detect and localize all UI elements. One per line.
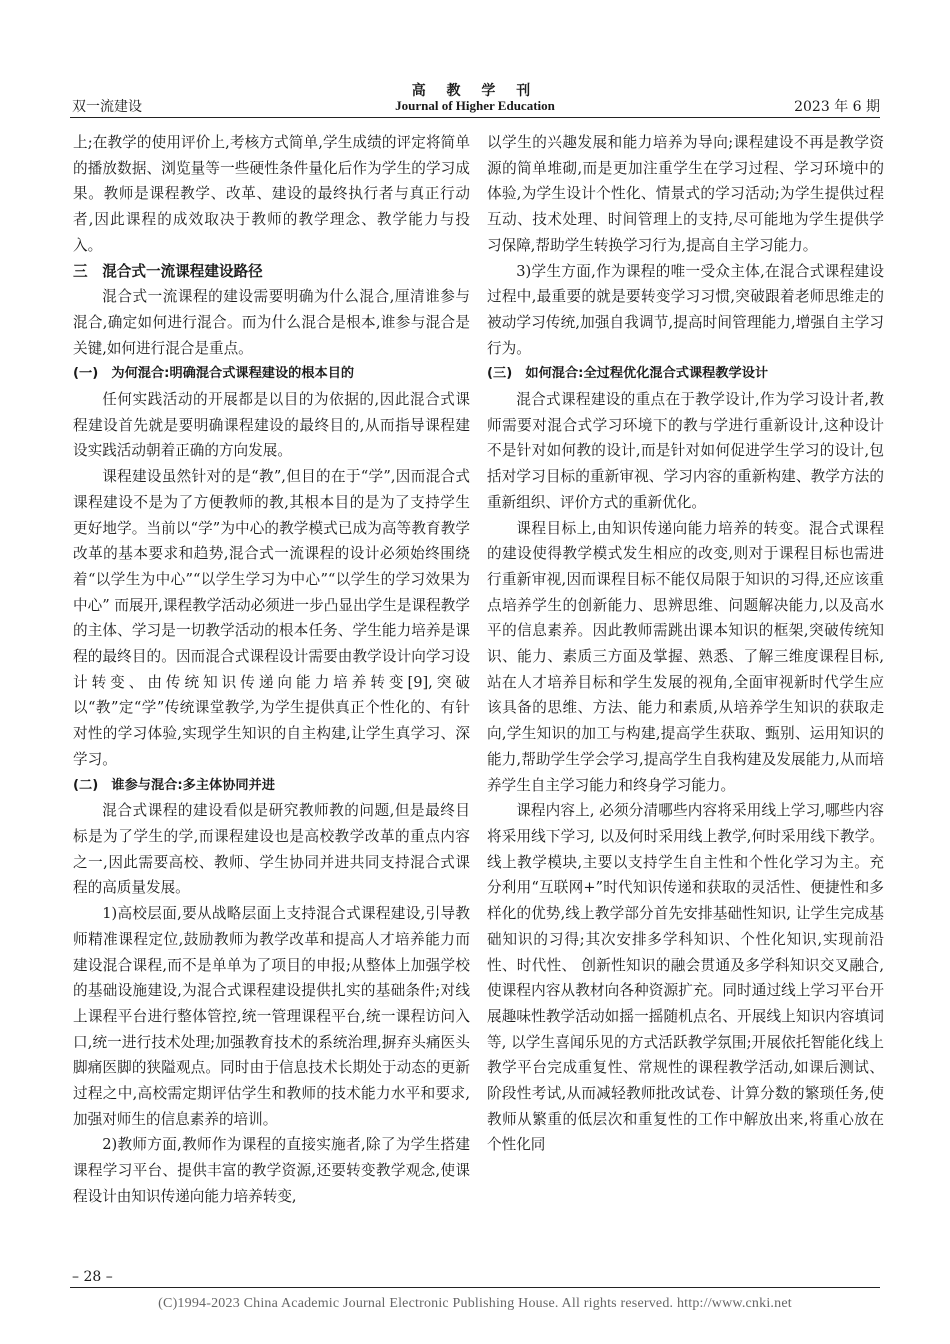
paragraph: 课程建设虽然针对的是“教”,但目的在于“学”,因而混合式课程建设不是为了方便教师的教,其根本目的是为了支持学生更好地学。当前以“学”为中心的教学模式已成为高等教育教学改革的基本要求和趋势,混合式一流课程的设计必须始终围绕着“以学生为中心”“以学生学习为中心”“以学生的学习效果为中心” 而展开,课程教学活动必须进一步凸显出学生是课程教学的主体、学习是一切教学活动的根本任务、学生能力培养是课程的最终目的。因而混合式课程设计需要由教学设计向学习设计转变、由传统知识传递向能力培养转变[9],突破以“教”定“学”传统课堂教学,为学生提供真正个性化的、有针对性的学习体验,实现学生知识的自主构建,让学生真学习、深学习。	[73, 468, 470, 768]
journal-title-en: Journal of Higher Education	[395, 98, 555, 113]
paragraph: 课程目标上,由知识传递向能力培养的转变。混合式课程的建设使得教学模式发生相应的改变,则对于课程目标也需进行重新审视,因而课程目标不能仅局限于知识的习得,还应该重点培养学生的创新能力、思辨思维、问题解决能力,以及高水平的信息素养。因此教师需跳出课本知识的框架,突破传统知识、能力、素质三方面及掌握、熟悉、了解三维度课程目标,站在人才培养目标和学生发展的视角,全面审视新时代学生应该具备的思维、方法、能力和素质,从培养学生知识的获取走向,学生知识的加工与构建,提高学生获取、甄别、运用知识的能力,帮助学生学会学习,提高学生自我构建及发展能力,从而培养学生自主学习能力和终身学习能力。	[487, 519, 884, 794]
paragraph: 上;在教学的使用评价上,考核方式简单,学生成绩的评定将简单的播放数据、浏览量等一些硬性条件量化后作为学生的学习成果。教师是课程教学、改革、建设的最终执行者与真正行动者,因此课程的成效取决于教师的教学理念、教学能力与投入。	[73, 134, 470, 254]
subsection-heading: (二) 谁参与混合:多主体协同并进	[73, 777, 275, 793]
paragraph: 混合式一流课程的建设需要明确为什么混合,厘清谁参与混合,确定如何进行混合。而为什么混合是根本,谁参与混合是关键,如何进行混合是重点。	[73, 288, 470, 357]
issue-label: 2023 年 6 期	[794, 99, 880, 115]
footer-rule	[70, 1287, 880, 1288]
paragraph: 任何实践活动的开展都是以目的为依据的,因此混合式课程建设首先就是要明确课程建设的最终目的,从而指导课程建设实践活动朝着正确的方向发展。	[73, 391, 470, 460]
journal-title-cn: 高 教 学 刊	[411, 83, 539, 99]
section-heading: 三 混合式一流课程建设路径	[73, 262, 263, 280]
paragraph: 混合式课程的建设看似是研究教师教的问题,但是最终目标是为了学生的学,而课程建设也是高校教学改革的重点内容之一,因此需要高校、教师、学生协同并进共同支持混合式课程的高质量发展。	[73, 802, 470, 897]
left-column	[73, 130, 470, 1210]
page-number: – 28 –	[72, 1269, 113, 1285]
right-column	[487, 130, 884, 1158]
subsection-heading: (三) 如何混合:全过程优化混合式课程教学设计	[487, 366, 769, 382]
paragraph: 以学生的兴趣发展和能力培养为导向;课程建设不再是教学资源的简单堆砌,而是更加注重学生在学习过程、学习环境中的体验,为学生设计个性化、情景式的学习活动;为学生提供过程互动、技术处理、时间管理上的支持,尽可能地为学生提供学习保障,帮助学生转换学习行为,提高自主学习能力。	[487, 134, 884, 254]
copyright-notice: (C)1994-2023 China Academic Journal Electronic Publishing House. All rights reserved. http://www.cnki.net	[158, 1296, 792, 1311]
paragraph: 3)学生方面,作为课程的唯一受众主体,在混合式课程建设过程中,最重要的就是要转变学习习惯,突破跟着老师思维走的被动学习传统,加强自我调节,提高时间管理能力,增强自主学习行为。	[487, 262, 884, 357]
paragraph: 课程内容上, 必须分清哪些内容将采用线上学习,哪些内容将采用线下学习, 以及何时采用线上教学,何时采用线下教学。线上教学模块,主要以支持学生自主性和个性化学习为主。充分利用“互联网+”时代知识传递和获取的灵活性、便捷性和多样化的优势,线上教学部分首先安排基础性知识, 让学生完成基础知识的习得;其次安排多学科知识、个性化知识,实现前沿性、时代性、 创新性知识的融会贯通及多学科知识交叉融合,使课程内容从教材向各种资源扩充。同时通过线上学习平台开展趣味性教学活动如摇一摇随机点名、开展线上知识内容填词等, 以学生喜闻乐见的方式活跃教学氛围;开展依托智能化线上教学平台完成重复性、常规性的课程教学活动,如课后测试、阶段性考试,从而减轻教师批改试卷、计算分数的繁琐任务,使教师从繁重的低层次和重复性的工作中解放出来,将重心放在个性化同	[487, 802, 884, 1154]
header-rule	[70, 117, 880, 118]
subsection-heading: (一) 为何混合:明确混合式课程建设的根本目的	[73, 366, 355, 382]
paragraph: 2)教师方面,教师作为课程的直接实施者,除了为学生搭建课程学习平台、提供丰富的教学资源,还要转变教学观念,使课程设计由知识传递向能力培养转变,	[73, 1136, 470, 1205]
paragraph: 1)高校层面,要从战略层面上支持混合式课程建设,引导教师精准课程定位,鼓励教师为教学改革和提高人才培养能力而建设混合课程,而不是单单为了项目的申报;从整体上加强学校的基础设施建设,为混合式课程建设提供扎实的基础条件;对线上课程平台进行整体管控,统一管理课程平台,统一课程访问入口,统一进行技术处理;加强教育技术的系统治理,摒弃头痛医头脚痛医脚的狭隘观点。同时由于信息技术长期处于动态的更新过程之中,高校需定期评估学生和教师的技术能力水平和要求,加强对师生的信息素养的培训。	[73, 905, 470, 1128]
section-label: 双一流建设	[72, 99, 142, 115]
paragraph: 混合式课程建设的重点在于教学设计,作为学习设计者,教师需要对混合式学习环境下的教与学进行重新设计,这种设计不是针对如何教的设计,而是针对如何促进学生学习的设计,包括对学习目标的重新审视、学习内容的重新构建、教学方法的重新组织、评价方式的重新优化。	[487, 391, 884, 511]
